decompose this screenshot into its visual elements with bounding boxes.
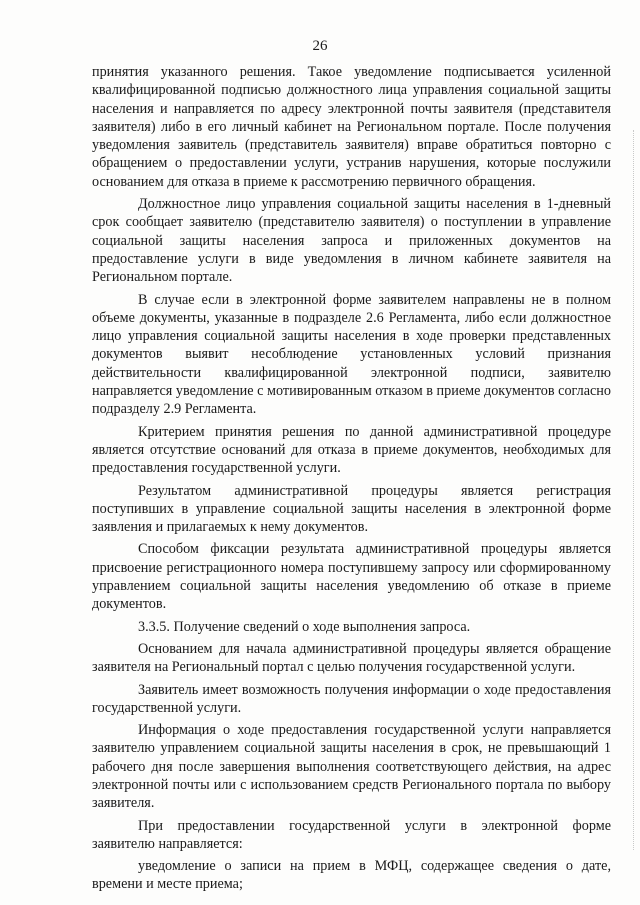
paragraph-12: уведомление о записи на прием в МФЦ, содержащее сведения о дате, времени и месте приема; [92,858,611,893]
paragraph-9: Заявитель имеет возможность получения информации о ходе предоставления государственной услуги. [92,681,611,716]
document-body [92,63,611,898]
paragraph-4: Критерием принятия решения по данной административной процедуре является отсутствие оснований для отказа в приеме документов, необходимых для предоставления государственной услуги. [92,423,611,477]
paragraph-1: принятия указанного решения. Такое уведомление подписывается усиленной квалифицированной подписью должностного лица управления социальной защиты населения и направляется по адресу электронной почты заявителя (представителя заявителя) либо в его личный кабинет на Региональном портале. После получения уведомления заявитель (представитель заявителя) вправе обратиться повторно с обращением о предоставлении услуги, устранив нарушения, которые послужили основанием для отказа в приеме к рассмотрению первичного обращения. [92,64,611,190]
section-heading-3-3-5: 3.3.5. Получение сведений о ходе выполнения запроса. [138,618,471,635]
paragraph-6: Способом фиксации результата административной процедуры является присвоение регистрационного номера поступившему запросу или сформированному управлением социальной защиты населения уведомлению об отказе в приеме документов. [92,541,611,613]
paragraph-5: Результатом административной процедуры является регистрация поступивших в управление социальной защиты населения в электронной форме заявления и прилагаемых к нему документов. [92,482,611,536]
paragraph-11: При предоставлении государственной услуги в электронной форме заявителю направляется: [92,817,611,852]
paragraph-10: Информация о ходе предоставления государственной услуги направляется заявителю управлением социальной защиты населения в срок, не превышающий 1 рабочего дня после завершения выполнения соответствующего действия, на адрес электронной почты или с использованием средств Регионального портала по выбору заявителя. [92,722,611,812]
paragraph-3: В случае если в электронной форме заявителем направлены не в полном объеме документы, указанные в подразделе 2.6 Регламента, либо если должностное лицо управления социальной защиты населения в ходе проверки представленных документов выявит несоблюдение установленных условий признания действительности квалифицированной электронной подписи, заявителю направляется уведомление с мотивированным отказом в приеме документов согласно подразделу 2.9 Регламента. [92,291,611,418]
paragraph-2: Должностное лицо управления социальной защиты населения в 1-дневный срок сообщает заявителю (представителю заявителя) о поступлении в управление социальной защиты населения запроса и приложенных документов на предоставление услуги в виде уведомления в личном кабинете заявителя на Региональном портале. [92,196,611,286]
scan-edge-marks [631,130,634,850]
paragraph-8: Основанием для начала административной процедуры является обращение заявителя на Региональный портал с целью получения государственной услуги. [92,640,611,676]
page-number: 26 [312,38,328,54]
